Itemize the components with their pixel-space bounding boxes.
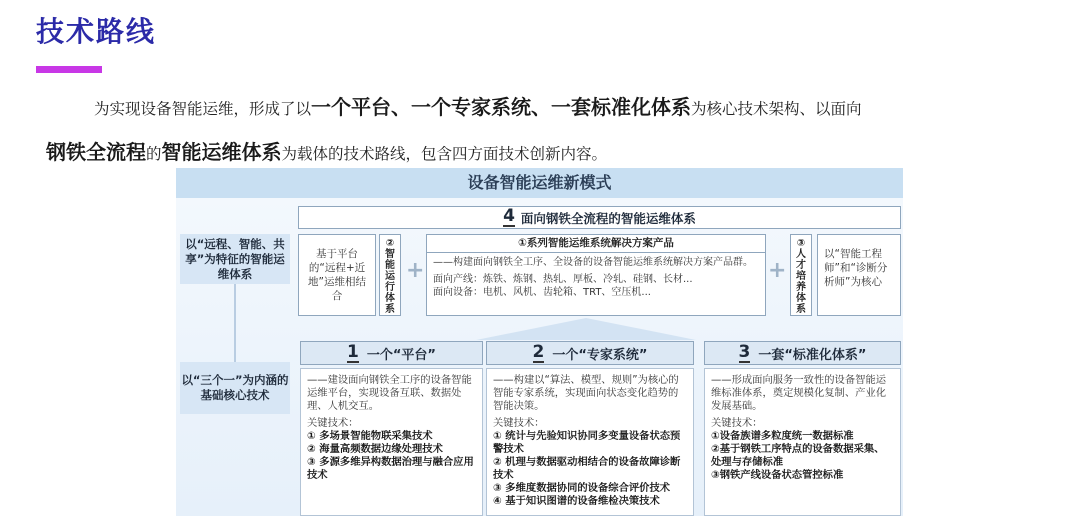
pillar-1-item-2: ② 海量高频数据边缘处理技术 — [307, 443, 443, 455]
talent-system-vertical — [790, 234, 812, 316]
intro-paragraph — [46, 86, 1046, 176]
talent-core-text: 以“智能工程师”和“诊断分析师”为核心 — [824, 248, 888, 288]
page-title: 技术路线 — [36, 15, 157, 48]
pillar-2-kt-label: 关键技术： — [493, 417, 545, 429]
intro-text-4: 为载体的技术路线，包含四方面技术创新内容。 — [281, 145, 608, 163]
plus-icon-2: + — [768, 258, 787, 283]
upward-arrow-shape — [476, 318, 696, 340]
pillar-3-number: 3 — [738, 341, 751, 362]
pillar-3-item-2: ②基于钢铁工序特点的设备数据采集、处理与存储标准 — [711, 443, 885, 468]
remote-near-text: 基于平台的“远程+近地”运维相结合 — [308, 248, 366, 302]
figure-header: 设备智能运维新模式 — [176, 168, 903, 198]
pillar-3-item-1: ①设备族谱多粒度统一数据标准 — [711, 430, 854, 442]
ops-system-text: ②智能运行体系 — [385, 238, 395, 315]
pillar-1-item-3: ③ 多源多维异构数据治理与融合应用技术 — [307, 456, 474, 481]
pillar-1-kt-label: 关键技术： — [307, 417, 359, 429]
pillar-3-body — [704, 368, 901, 516]
pillar-1-item-1: ① 多场景智能物联采集技术 — [307, 430, 433, 442]
solution-line-3: 面向设备：电机、风机、齿轮箱、TRT、空压机... — [433, 287, 651, 298]
solution-title: ①系列智能运维系统解决方案产品 — [427, 235, 765, 253]
pillar-2-item-4: ④ 基于知识图谱的设备维检决策技术 — [493, 495, 660, 507]
pillar-3-item-3: ③钢铁产线设备状态管控标准 — [711, 469, 844, 481]
label-smart-ops-system: 以“远程、智能、共享”为特征的智能运维体系 — [180, 234, 290, 284]
pillar-1-number: 1 — [347, 341, 359, 362]
pillar-1-header — [300, 341, 483, 365]
pillar-2-header — [486, 341, 694, 365]
intro-text-2: 为核心技术架构、以面向 — [691, 100, 862, 118]
pillar-1-body — [300, 368, 483, 516]
pillar-3-kt-label: 关键技术： — [711, 417, 763, 429]
pillar-2-item-1: ① 统计与先验知识协同多变量设备状态预警技术 — [493, 430, 681, 455]
connector-line — [234, 284, 236, 362]
intro-sep-2: 、 — [531, 95, 552, 119]
pillar-2-desc: ——构建以“算法、模型、规则”为核心的智能专家系统，实现面向状态变化趋势的智能决策。 — [493, 374, 679, 412]
intro-sep-1: 、 — [391, 95, 412, 119]
pillar-2-number: 2 — [532, 341, 545, 362]
title-underline — [36, 66, 102, 73]
intro-bold-platform: 一个平台 — [311, 95, 392, 119]
pillar-1-desc: ——建设面向钢铁全工序的设备智能运维平台，实现设备互联、数据处理、人机交互。 — [307, 374, 472, 412]
solution-line-1: ——构建面向钢铁全工序、全设备的设备智能运维系统解决方案产品群。 — [433, 257, 753, 268]
solution-box — [426, 234, 766, 316]
pillar-2-title: 一个“专家系统” — [552, 347, 648, 363]
pillar-3-header — [704, 341, 901, 365]
pillar-2-body — [486, 368, 694, 516]
section-4-header — [298, 206, 901, 229]
pillar-2-item-2: ② 机理与数据驱动相结合的设备故障诊断技术 — [493, 456, 681, 481]
plus-icon: + — [406, 258, 425, 283]
section-4-title: 面向钢铁全流程的智能运维体系 — [520, 210, 696, 226]
figure-diagram — [176, 168, 903, 516]
remote-near-box — [298, 234, 376, 316]
intro-bold-system: 智能运维体系 — [161, 140, 282, 164]
intro-bold-expert: 一个专家系统 — [411, 95, 532, 119]
talent-core-box — [817, 234, 901, 316]
pillar-2-item-3: ③ 多维度数据协同的设备综合评价技术 — [493, 482, 671, 494]
pillar-1-title: 一个“平台” — [366, 347, 436, 363]
pillar-3-desc: ——形成面向服务一致性的设备智能运维标准体系，奠定规模化复制、产业化发展基础。 — [711, 374, 887, 412]
pillar-3-title: 一套“标准化体系” — [758, 347, 867, 363]
intro-bold-standard: 一套标准化体系 — [551, 95, 692, 119]
ops-system-vertical — [379, 234, 401, 316]
intro-bold-fullprocess: 钢铁全流程 — [46, 140, 146, 164]
label-three-one-core: 以“三个一”为内涵的基础核心技术 — [180, 362, 290, 414]
section-4-number: 4 — [503, 206, 515, 226]
intro-text-1: 为实现设备智能运维，形成了以 — [94, 100, 312, 118]
intro-text-3: 的 — [146, 145, 162, 163]
talent-system-text: ③人才培养体系 — [796, 238, 806, 315]
solution-line-2: 面向产线：炼铁、炼钢、热轧、厚板、冷轧、硅钢、长材... — [433, 274, 693, 285]
